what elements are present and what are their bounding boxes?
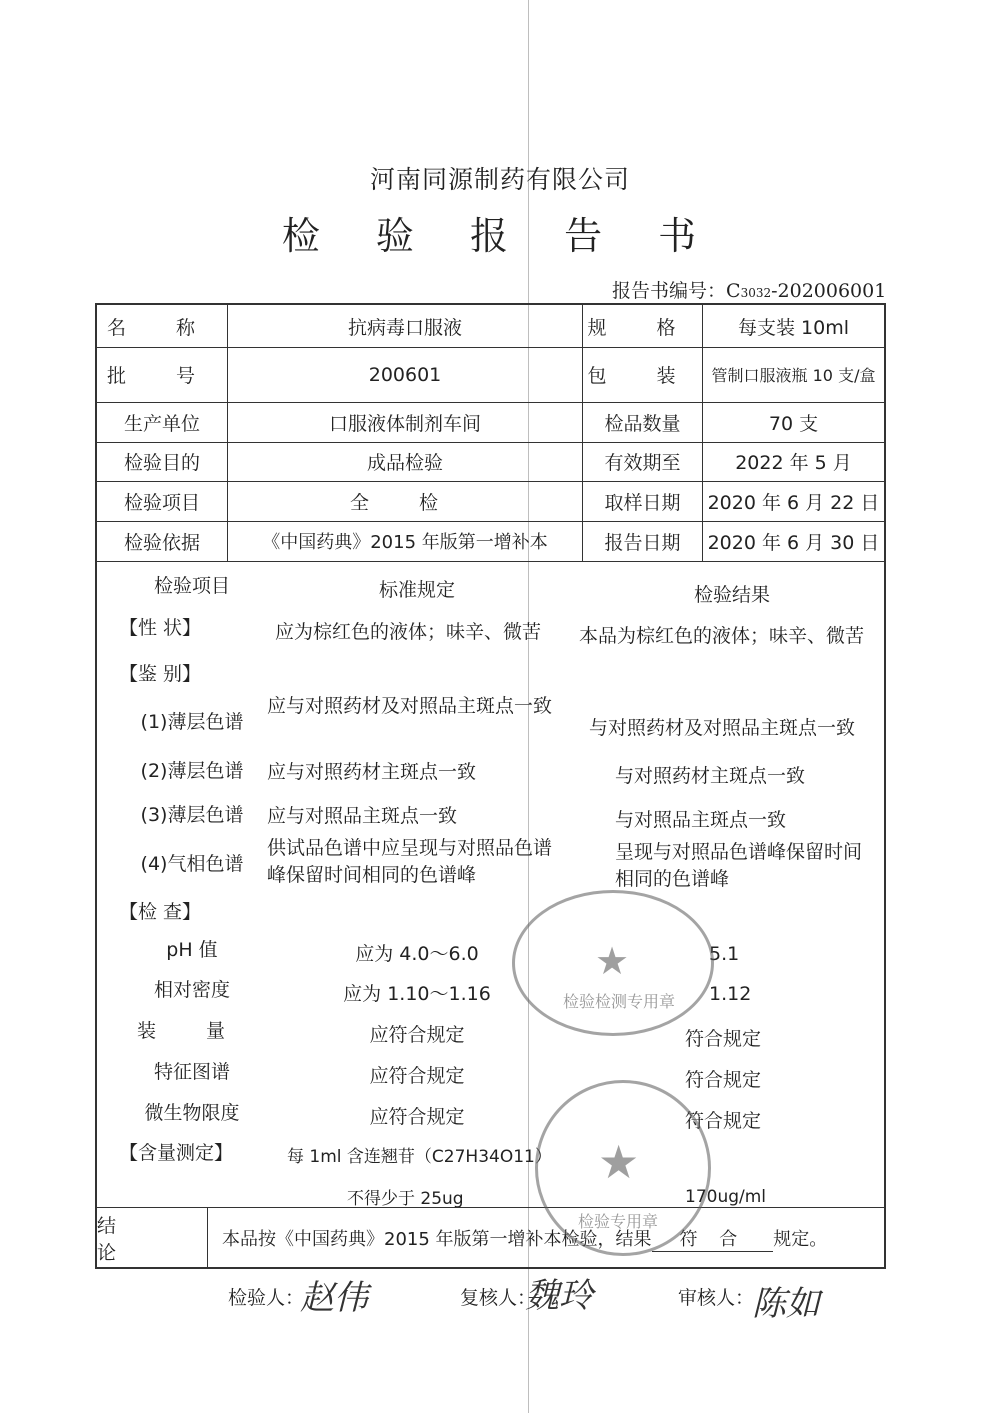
report-number [612, 276, 886, 303]
fill-result: 符合规定 [685, 1028, 762, 1050]
header-row [97, 305, 884, 348]
row-label: 有效期至 [582, 442, 702, 481]
inspector-label: 检验人： [228, 1287, 305, 1309]
row-label: 生产单位 [123, 412, 200, 435]
auditor-label: 审核人： [678, 1287, 755, 1309]
row-label: 包 装 [582, 347, 702, 402]
stamp-text: 检验专用章 [578, 1212, 659, 1231]
fingerprint-name: 特征图谱 [153, 1061, 230, 1083]
micro-result: 符合规定 [685, 1110, 762, 1132]
row-label: 规 格 [582, 305, 702, 347]
row-value: 2022 年 5 月 [702, 442, 884, 481]
reviewer-label: 复核人： [460, 1287, 537, 1309]
row-value: 抗病毒口服液 [227, 305, 582, 347]
fingerprint-standard: 应符合规定 [369, 1065, 465, 1087]
id2-standard: 应与对照药材主斑点一致 [267, 761, 477, 783]
section-appearance: 【性 状】 [119, 617, 202, 639]
section-check: 【检 查】 [119, 901, 202, 923]
row-value: 成品检验 [227, 442, 582, 481]
row-value: 全 检 [227, 481, 582, 521]
row-label: 检验项目 [123, 491, 200, 514]
column-heading-result: 检验结果 [693, 584, 770, 606]
row-label: 检品数量 [582, 402, 702, 442]
id4-result: 呈现与对照品色谱峰保留时间相同的色谱峰 [615, 841, 863, 890]
ph-name: pH 值 [166, 939, 218, 961]
star-icon: ★ [595, 939, 630, 983]
header-row [97, 481, 884, 522]
inspector-signature: 赵伟 [300, 1278, 368, 1318]
row-value: 200601 [227, 347, 582, 402]
row-label: 名 称 [106, 316, 218, 339]
row-label: 检验目的 [123, 452, 200, 474]
id1-name: (1)薄层色谱 [140, 711, 244, 733]
section-assay: 【含量测定】 [119, 1142, 234, 1164]
header-row [97, 442, 884, 482]
density-name: 相对密度 [153, 979, 230, 1001]
id2-name: (2)薄层色谱 [140, 760, 244, 782]
fill-standard: 应符合规定 [369, 1024, 465, 1046]
row-value: 口服液体制剂车间 [227, 402, 582, 442]
row-label: 报告日期 [582, 521, 702, 561]
row-value: 管制口服液瓶 10 支/盒 [702, 347, 884, 402]
report-number-prefix: C [726, 280, 741, 302]
stamp-text: 检验检测专用章 [563, 992, 676, 1011]
assay-result: 170ug/ml [685, 1187, 767, 1207]
appearance-result: 本品为棕红色的液体；味辛、微苦 [579, 625, 865, 647]
document-title: 检 验 报 告 书 [281, 214, 719, 258]
auditor-signature: 陈如 [752, 1284, 820, 1324]
row-value: 70 支 [702, 402, 884, 442]
id3-standard: 应与对照品主斑点一致 [267, 805, 458, 827]
fingerprint-result: 符合规定 [685, 1069, 762, 1091]
fill-name: 装 量 [136, 1020, 248, 1042]
assay-standard-line1: 每 1ml 含连翘苷（C27H34O11） [287, 1147, 552, 1167]
id1-standard: 应与对照药材及对照品主斑点一致 [267, 695, 553, 717]
report-table [95, 303, 886, 1269]
inspection-stamp [512, 890, 714, 1036]
density-standard: 应为 1.10～1.16 [343, 983, 491, 1005]
conclusion-pre: 本品按《中国药典》2015 年版第一增补本检验，结果 [222, 1229, 652, 1250]
ph-standard: 应为 4.0～6.0 [355, 943, 479, 965]
reviewer-signature: 魏玲 [525, 1276, 593, 1316]
conclusion-verdict: 符 合 [652, 1225, 774, 1252]
conclusion-post: 规定。 [773, 1229, 828, 1250]
company-name: 河南同源制药有限公司 [369, 165, 630, 194]
column-heading-item: 检验项目 [153, 575, 230, 597]
report-number-sub: 3032 [740, 286, 772, 300]
appearance-standard: 应为棕红色的液体；味辛、微苦 [275, 621, 542, 643]
assay-standard-line2: 不得少于 25ug [347, 1189, 464, 1209]
header-row [97, 347, 884, 403]
micro-standard: 应符合规定 [369, 1106, 465, 1128]
conclusion-text [207, 1208, 884, 1268]
id4-name: (4)气相色谱 [140, 853, 244, 875]
ph-result: 5.1 [709, 943, 740, 965]
company-stamp [535, 1080, 711, 1256]
id2-result: 与对照药材主斑点一致 [615, 765, 806, 787]
header-row [97, 521, 884, 562]
row-value: 每支装 10ml [702, 305, 884, 347]
row-value: 2020 年 6 月 30 日 [702, 521, 884, 561]
id3-result: 与对照品主斑点一致 [615, 809, 787, 831]
row-value: 2020 年 6 月 22 日 [702, 481, 884, 521]
column-heading-standard: 标准规定 [378, 579, 455, 601]
star-icon: ★ [598, 1135, 640, 1189]
id3-name: (3)薄层色谱 [140, 804, 244, 826]
id4-standard: 供试品色谱中应呈现与对照品色谱峰保留时间相同的色谱峰 [267, 837, 553, 886]
conclusion-label: 结 论 [97, 1215, 139, 1264]
row-label: 检验依据 [123, 531, 200, 554]
id1-result: 与对照药材及对照品主斑点一致 [589, 717, 856, 739]
micro-name: 微生物限度 [144, 1102, 240, 1124]
report-number-value: -202006001 [771, 280, 887, 302]
report-number-label: 报告书编号： [612, 280, 727, 302]
row-label: 批 号 [106, 365, 218, 387]
density-result: 1.12 [709, 983, 752, 1005]
section-identification: 【鉴 别】 [119, 663, 202, 685]
row-label: 取样日期 [582, 481, 702, 521]
row-value: 《中国药典》2015 年版第一增补本 [227, 521, 582, 561]
conclusion-row [97, 1207, 884, 1268]
header-row [97, 402, 884, 443]
